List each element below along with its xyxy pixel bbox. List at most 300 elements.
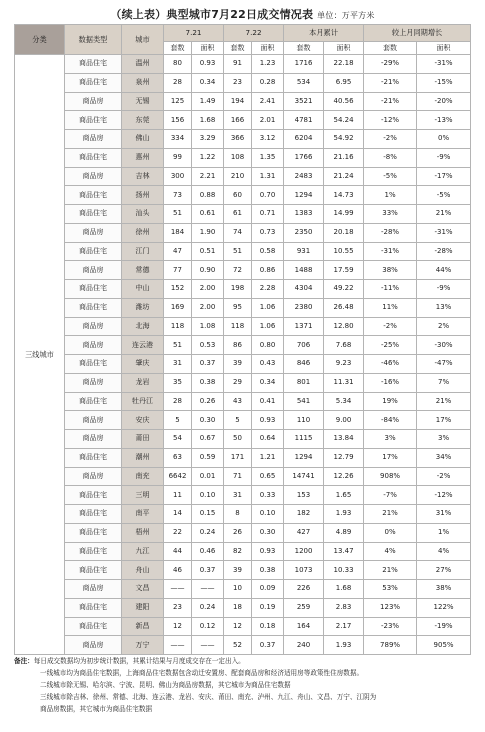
value-cell-a1: 1.68 (192, 111, 224, 130)
value-cell-s1: 51 (164, 205, 192, 224)
value-cell-g2: 44% (417, 261, 471, 280)
value-cell-g1: 123% (364, 598, 417, 617)
header-month-total: 本月累计 (284, 25, 364, 42)
value-cell-am: 12.26 (324, 467, 364, 486)
value-cell-s1: 99 (164, 148, 192, 167)
value-cell-a2: 0.10 (252, 505, 284, 524)
value-cell-sm: 541 (284, 392, 324, 411)
table-row (15, 467, 471, 486)
value-cell-a1: 3.29 (192, 130, 224, 149)
data-type-cell: 商品住宅 (65, 448, 122, 467)
value-cell-g1: -2% (364, 317, 417, 336)
value-cell-a1: 0.10 (192, 486, 224, 505)
value-cell-a2: 3.12 (252, 130, 284, 149)
value-cell-s2: 10 (224, 580, 252, 599)
city-cell: 吉林 (122, 167, 164, 186)
value-cell-g2: 38% (417, 580, 471, 599)
data-type-cell: 商品房 (65, 467, 122, 486)
value-cell-sm: 164 (284, 617, 324, 636)
table-row (15, 167, 471, 186)
city-cell: 三明 (122, 486, 164, 505)
value-cell-g2: -12% (417, 486, 471, 505)
value-cell-g1: 21% (364, 561, 417, 580)
table-row (15, 448, 471, 467)
data-type-cell: 商品房 (65, 317, 122, 336)
header-area: 面积 (417, 42, 471, 55)
value-cell-s1: 51 (164, 336, 192, 355)
value-cell-a2: 0.34 (252, 373, 284, 392)
value-cell-s2: 39 (224, 561, 252, 580)
value-cell-a2: 1.06 (252, 317, 284, 336)
value-cell-sm: 1073 (284, 561, 324, 580)
table-row (15, 148, 471, 167)
city-cell: 连云港 (122, 336, 164, 355)
header-data-type: 数据类型 (65, 25, 122, 55)
value-cell-a1: 0.67 (192, 430, 224, 449)
city-cell: 九江 (122, 542, 164, 561)
data-type-cell: 商品住宅 (65, 486, 122, 505)
table-row (15, 617, 471, 636)
value-cell-s1: 35 (164, 373, 192, 392)
value-cell-g2: 0% (417, 130, 471, 149)
value-cell-sm: 2483 (284, 167, 324, 186)
value-cell-g1: 17% (364, 448, 417, 467)
value-cell-sm: 2380 (284, 298, 324, 317)
value-cell-g1: -12% (364, 111, 417, 130)
value-cell-s2: 86 (224, 336, 252, 355)
value-cell-sm: 153 (284, 486, 324, 505)
value-cell-g2: -15% (417, 73, 471, 92)
value-cell-s2: 8 (224, 505, 252, 524)
value-cell-g2: 4% (417, 542, 471, 561)
value-cell-s2: 91 (224, 55, 252, 74)
value-cell-g2: -5% (417, 186, 471, 205)
value-cell-g2: -47% (417, 355, 471, 374)
value-cell-s1: 63 (164, 448, 192, 467)
value-cell-sm: 846 (284, 355, 324, 374)
value-cell-am: 1.65 (324, 486, 364, 505)
data-type-cell: 商品住宅 (65, 598, 122, 617)
data-type-cell: 商品住宅 (65, 242, 122, 261)
value-cell-s2: 108 (224, 148, 252, 167)
value-cell-s2: 71 (224, 467, 252, 486)
value-cell-s1: 28 (164, 73, 192, 92)
value-cell-sm: 4781 (284, 111, 324, 130)
value-cell-s1: 12 (164, 617, 192, 636)
header-category: 分类 (15, 25, 65, 55)
value-cell-a1: 0.24 (192, 598, 224, 617)
value-cell-a2: 2.28 (252, 280, 284, 299)
city-cell: 泉州 (122, 73, 164, 92)
value-cell-g1: 53% (364, 580, 417, 599)
value-cell-am: 20.18 (324, 223, 364, 242)
data-type-cell: 商品住宅 (65, 73, 122, 92)
value-cell-g1: -84% (364, 411, 417, 430)
value-cell-g2: 905% (417, 636, 471, 655)
table-row (15, 523, 471, 542)
value-cell-sm: 1294 (284, 186, 324, 205)
table-row (15, 373, 471, 392)
value-cell-g1: -21% (364, 73, 417, 92)
table-row (15, 186, 471, 205)
value-cell-sm: 4304 (284, 280, 324, 299)
data-type-cell: 商品房 (65, 223, 122, 242)
value-cell-a2: 0.65 (252, 467, 284, 486)
value-cell-a1: 0.34 (192, 73, 224, 92)
value-cell-sm: 110 (284, 411, 324, 430)
value-cell-g1: 0% (364, 523, 417, 542)
value-cell-g1: 1% (364, 186, 417, 205)
city-cell: 万宁 (122, 636, 164, 655)
value-cell-a2: 0.38 (252, 561, 284, 580)
value-cell-a1: 1.08 (192, 317, 224, 336)
value-cell-am: 14.99 (324, 205, 364, 224)
value-cell-s1: 14 (164, 505, 192, 524)
table-row (15, 505, 471, 524)
value-cell-s2: 194 (224, 92, 252, 111)
value-cell-am: 2.83 (324, 598, 364, 617)
data-type-cell: 商品房 (65, 373, 122, 392)
value-cell-s1: 300 (164, 167, 192, 186)
value-cell-s2: 366 (224, 130, 252, 149)
value-cell-sm: 240 (284, 636, 324, 655)
value-cell-g2: 122% (417, 598, 471, 617)
value-cell-a2: 1.35 (252, 148, 284, 167)
table-row (15, 242, 471, 261)
value-cell-a2: 0.37 (252, 636, 284, 655)
value-cell-g1: 4% (364, 542, 417, 561)
value-cell-a2: 2.01 (252, 111, 284, 130)
note-line: 商品房数据，其它城市为商品住宅数据 (40, 705, 153, 713)
data-type-cell: 商品住宅 (65, 561, 122, 580)
value-cell-am: 12.80 (324, 317, 364, 336)
value-cell-am: 9.23 (324, 355, 364, 374)
data-type-cell: 商品住宅 (65, 355, 122, 374)
value-cell-am: 26.48 (324, 298, 364, 317)
city-cell: 潍坊 (122, 298, 164, 317)
value-cell-g2: 21% (417, 392, 471, 411)
value-cell-g1: -21% (364, 92, 417, 111)
city-cell: 扬州 (122, 186, 164, 205)
table-row (15, 430, 471, 449)
value-cell-sm: 1371 (284, 317, 324, 336)
value-cell-a1: 0.46 (192, 542, 224, 561)
value-cell-s1: 169 (164, 298, 192, 317)
notes-label: 备注： (14, 657, 34, 665)
unit-label: 单位：万平方米 (317, 11, 375, 20)
header-area: 面积 (192, 42, 224, 55)
city-cell: 肇庆 (122, 355, 164, 374)
value-cell-a2: 0.73 (252, 223, 284, 242)
table-row (15, 598, 471, 617)
value-cell-g2: 7% (417, 373, 471, 392)
table-row (15, 261, 471, 280)
value-cell-am: 5.34 (324, 392, 364, 411)
city-cell: 新昌 (122, 617, 164, 636)
note-line: 一线城市均为商品住宅数据，上海商品住宅数据包含动迁安置房、配套商品房和经济适用房等政策性住房数据。 (40, 669, 364, 677)
value-cell-a1: 0.90 (192, 261, 224, 280)
value-cell-sm: 931 (284, 242, 324, 261)
value-cell-s1: 73 (164, 186, 192, 205)
header-area: 面积 (252, 42, 284, 55)
value-cell-am: 17.59 (324, 261, 364, 280)
value-cell-a1: 0.61 (192, 205, 224, 224)
value-cell-g2: -9% (417, 280, 471, 299)
value-cell-g2: 34% (417, 448, 471, 467)
value-cell-s2: 12 (224, 617, 252, 636)
data-type-cell: 商品住宅 (65, 392, 122, 411)
data-type-cell: 商品房 (65, 411, 122, 430)
value-cell-am: 1.93 (324, 636, 364, 655)
value-cell-g2: 31% (417, 505, 471, 524)
value-cell-s2: 61 (224, 205, 252, 224)
data-type-cell: 商品住宅 (65, 111, 122, 130)
value-cell-a2: 0.19 (252, 598, 284, 617)
value-cell-g1: -2% (364, 130, 417, 149)
value-cell-g1: -16% (364, 373, 417, 392)
value-cell-g1: 38% (364, 261, 417, 280)
city-cell: 徐州 (122, 223, 164, 242)
note-line: 三线城市除吉林、徐州、常德、北海、连云港、龙岩、安庆、莆田、南充、泸州、九江、舟山、文昌、万宁、江阴为 (40, 693, 377, 701)
value-cell-am: 13.47 (324, 542, 364, 561)
city-cell: 潮州 (122, 448, 164, 467)
table-row (15, 280, 471, 299)
table-row (15, 336, 471, 355)
value-cell-g2: -28% (417, 242, 471, 261)
city-cell: 龙岩 (122, 373, 164, 392)
value-cell-a2: 0.70 (252, 186, 284, 205)
city-cell: 温州 (122, 55, 164, 74)
value-cell-g2: 27% (417, 561, 471, 580)
value-cell-sm: 706 (284, 336, 324, 355)
value-cell-a1: 0.01 (192, 467, 224, 486)
city-cell: 文昌 (122, 580, 164, 599)
header-sets: 套数 (364, 42, 417, 55)
table-row (15, 580, 471, 599)
city-cell: 梧州 (122, 523, 164, 542)
value-cell-a1: 0.88 (192, 186, 224, 205)
value-cell-a1: 0.53 (192, 336, 224, 355)
value-cell-s1: 5 (164, 411, 192, 430)
value-cell-s2: 50 (224, 430, 252, 449)
value-cell-g1: -11% (364, 280, 417, 299)
table-row (15, 561, 471, 580)
value-cell-s2: 60 (224, 186, 252, 205)
value-cell-sm: 1115 (284, 430, 324, 449)
header-city: 城市 (122, 25, 164, 55)
data-type-cell: 商品房 (65, 580, 122, 599)
value-cell-sm: 1716 (284, 55, 324, 74)
notes-section (14, 655, 474, 715)
value-cell-s2: 52 (224, 636, 252, 655)
value-cell-sm: 1766 (284, 148, 324, 167)
header-date-2: 7.22 (224, 25, 284, 42)
value-cell-s2: 23 (224, 73, 252, 92)
value-cell-a1: 0.38 (192, 373, 224, 392)
value-cell-a2: 0.18 (252, 617, 284, 636)
value-cell-s1: —— (164, 636, 192, 655)
value-cell-s2: 171 (224, 448, 252, 467)
data-type-cell: 商品住宅 (65, 523, 122, 542)
value-cell-g1: 21% (364, 505, 417, 524)
table-row (15, 130, 471, 149)
value-cell-am: 14.73 (324, 186, 364, 205)
value-cell-a2: 0.33 (252, 486, 284, 505)
value-cell-a2: 0.09 (252, 580, 284, 599)
value-cell-s2: 118 (224, 317, 252, 336)
data-type-cell: 商品住宅 (65, 205, 122, 224)
value-cell-s1: 77 (164, 261, 192, 280)
header-sets: 套数 (284, 42, 324, 55)
value-cell-a2: 0.28 (252, 73, 284, 92)
value-cell-sm: 801 (284, 373, 324, 392)
city-cell: 南充 (122, 467, 164, 486)
table-row (15, 55, 471, 74)
value-cell-s1: 6642 (164, 467, 192, 486)
city-cell: 建阳 (122, 598, 164, 617)
value-cell-s1: 46 (164, 561, 192, 580)
value-cell-sm: 534 (284, 73, 324, 92)
table-row (15, 73, 471, 92)
city-cell: 江门 (122, 242, 164, 261)
value-cell-g1: -31% (364, 242, 417, 261)
value-cell-s2: 210 (224, 167, 252, 186)
value-cell-g2: -31% (417, 223, 471, 242)
table-row (15, 205, 471, 224)
value-cell-a1: 0.12 (192, 617, 224, 636)
value-cell-a1: 0.24 (192, 523, 224, 542)
data-type-cell: 商品房 (65, 430, 122, 449)
table-row (15, 317, 471, 336)
city-cell: 南平 (122, 505, 164, 524)
value-cell-a2: 2.41 (252, 92, 284, 111)
value-cell-s2: 26 (224, 523, 252, 542)
value-cell-am: 40.56 (324, 92, 364, 111)
value-cell-am: 10.55 (324, 242, 364, 261)
value-cell-a1: 2.21 (192, 167, 224, 186)
value-cell-g2: -19% (417, 617, 471, 636)
city-cell: 惠州 (122, 148, 164, 167)
value-cell-g1: -46% (364, 355, 417, 374)
value-cell-a2: 0.86 (252, 261, 284, 280)
value-cell-a1: 2.00 (192, 280, 224, 299)
value-cell-s2: 29 (224, 373, 252, 392)
value-cell-sm: 1200 (284, 542, 324, 561)
value-cell-am: 12.79 (324, 448, 364, 467)
data-type-cell: 商品住宅 (65, 55, 122, 74)
value-cell-s2: 198 (224, 280, 252, 299)
value-cell-am: 7.68 (324, 336, 364, 355)
value-cell-s1: 44 (164, 542, 192, 561)
value-cell-am: 6.95 (324, 73, 364, 92)
value-cell-s2: 5 (224, 411, 252, 430)
table-row (15, 223, 471, 242)
value-cell-g2: -13% (417, 111, 471, 130)
value-cell-sm: 14741 (284, 467, 324, 486)
value-cell-s1: 28 (164, 392, 192, 411)
value-cell-am: 1.68 (324, 580, 364, 599)
title-text: （续上表）典型城市7月22日成交情况表 (110, 8, 314, 21)
value-cell-s2: 51 (224, 242, 252, 261)
value-cell-g1: -7% (364, 486, 417, 505)
value-cell-g1: 33% (364, 205, 417, 224)
city-cell: 安庆 (122, 411, 164, 430)
data-type-cell: 商品住宅 (65, 542, 122, 561)
value-cell-g1: 11% (364, 298, 417, 317)
value-cell-s1: 125 (164, 92, 192, 111)
value-cell-g1: -29% (364, 55, 417, 74)
value-cell-s2: 74 (224, 223, 252, 242)
table-row (15, 355, 471, 374)
value-cell-a2: 0.71 (252, 205, 284, 224)
value-cell-a2: 0.93 (252, 542, 284, 561)
value-cell-g2: 3% (417, 430, 471, 449)
value-cell-am: 21.16 (324, 148, 364, 167)
value-cell-s2: 95 (224, 298, 252, 317)
value-cell-s1: 22 (164, 523, 192, 542)
value-cell-a1: 1.49 (192, 92, 224, 111)
data-type-cell: 商品房 (65, 130, 122, 149)
value-cell-s2: 72 (224, 261, 252, 280)
value-cell-s1: 80 (164, 55, 192, 74)
city-cell: 常德 (122, 261, 164, 280)
value-cell-s2: 39 (224, 355, 252, 374)
value-cell-am: 49.22 (324, 280, 364, 299)
value-cell-g2: -30% (417, 336, 471, 355)
value-cell-s1: 156 (164, 111, 192, 130)
value-cell-sm: 259 (284, 598, 324, 617)
value-cell-am: 13.84 (324, 430, 364, 449)
header-area: 面积 (324, 42, 364, 55)
value-cell-sm: 226 (284, 580, 324, 599)
value-cell-a1: 0.37 (192, 355, 224, 374)
value-cell-a2: 0.64 (252, 430, 284, 449)
table-row (15, 636, 471, 655)
value-cell-a2: 0.43 (252, 355, 284, 374)
value-cell-s2: 18 (224, 598, 252, 617)
value-cell-a1: 0.93 (192, 55, 224, 74)
value-cell-g2: 13% (417, 298, 471, 317)
city-cell: 牡丹江 (122, 392, 164, 411)
city-cell: 舟山 (122, 561, 164, 580)
value-cell-sm: 1488 (284, 261, 324, 280)
table-row (15, 486, 471, 505)
value-cell-sm: 1294 (284, 448, 324, 467)
value-cell-s1: 184 (164, 223, 192, 242)
value-cell-s1: 23 (164, 598, 192, 617)
value-cell-am: 2.17 (324, 617, 364, 636)
value-cell-s1: —— (164, 580, 192, 599)
value-cell-g1: 19% (364, 392, 417, 411)
table-row (15, 411, 471, 430)
header-date-1: 7.21 (164, 25, 224, 42)
table-row (15, 298, 471, 317)
value-cell-g2: -9% (417, 148, 471, 167)
value-cell-a1: 1.90 (192, 223, 224, 242)
city-cell: 东莞 (122, 111, 164, 130)
value-cell-a1: —— (192, 636, 224, 655)
value-cell-s1: 47 (164, 242, 192, 261)
value-cell-s2: 43 (224, 392, 252, 411)
city-cell: 无锡 (122, 92, 164, 111)
city-cell: 莆田 (122, 430, 164, 449)
value-cell-a1: —— (192, 580, 224, 599)
value-cell-am: 11.31 (324, 373, 364, 392)
value-cell-a2: 0.41 (252, 392, 284, 411)
category-cell: 三线城市 (15, 55, 65, 655)
data-type-cell: 商品住宅 (65, 280, 122, 299)
value-cell-a2: 1.23 (252, 55, 284, 74)
